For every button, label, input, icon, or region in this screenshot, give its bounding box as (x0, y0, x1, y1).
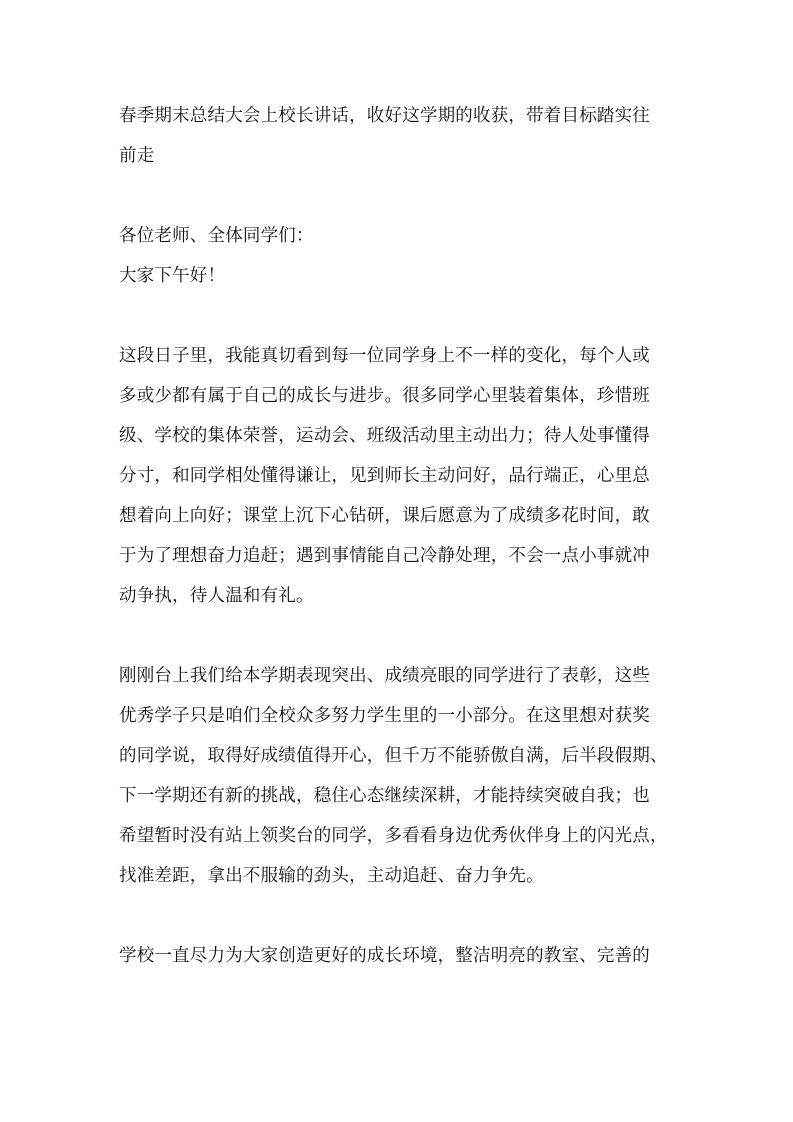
paragraph-1-line: 分寸，和同学相处懂得谦让，见到师长主动问好，品行端正，心里总 (119, 466, 650, 486)
paragraph-2-line: 的同学说，取得好成绩值得开心，但千万不能骄傲自满，后半段假期、 (119, 746, 668, 766)
paragraph-1-line: 于为了理想奋力追赶；遇到事情能自己冷静处理，不会一点小事就冲 (119, 546, 650, 566)
spacer (119, 610, 679, 662)
greeting: 大家下午好！ (119, 266, 226, 286)
paragraph-1-line: 多或少都有属于自己的成长与进步。很多同学心里装着集体，珍惜班 (119, 386, 650, 406)
paragraph-2-line: 下一学期还有新的挑战，稳住心态继续深耕，才能持续突破自我；也 (119, 786, 650, 806)
paragraph-3 (119, 942, 679, 970)
paragraph-1-line: 动争执，待人温和有礼。 (119, 586, 314, 606)
spacer (119, 890, 679, 942)
paragraph-3-line: 学校一直尽力为大家创造更好的成长环境，整洁明亮的教室、完善的 (119, 946, 650, 966)
spacer (119, 290, 679, 342)
title-line-1: 春季期末总结大会上校长讲话，收好这学期的收获，带着目标踏实往 (119, 106, 650, 126)
spacer (119, 170, 679, 222)
paragraph-1-line: 级、学校的集体荣誉，运动会、班级活动里主动出力；待人处事懂得 (119, 426, 650, 446)
paragraph-2-line: 希望暂时没有站上领奖台的同学，多看看身边优秀伙伴身上的闪光点， (119, 826, 668, 846)
salutation: 各位老师、全体同学们： (119, 226, 314, 246)
title-line-2: 前走 (119, 146, 155, 166)
paragraph-1-line: 这段日子里，我能真切看到每一位同学身上不一样的变化，每个人或 (119, 346, 650, 366)
paragraph-2-line: 刚刚台上我们给本学期表现突出、成绩亮眼的同学进行了表彰，这些 (119, 666, 650, 686)
paragraph-2 (119, 662, 679, 890)
paragraph-2-line: 优秀学子只是咱们全校众多努力学生里的一小部分。在这里想对获奖 (119, 706, 650, 726)
paragraph-1-line: 想着向上向好；课堂上沉下心钻研，课后愿意为了成绩多花时间，敢 (119, 506, 650, 526)
document-content (119, 102, 679, 970)
salutation-block (119, 222, 679, 290)
document-title (119, 102, 679, 170)
paragraph-2-line: 找准差距，拿出不服输的劲头，主动追赶、奋力争先。 (119, 866, 544, 886)
paragraph-1 (119, 342, 679, 610)
